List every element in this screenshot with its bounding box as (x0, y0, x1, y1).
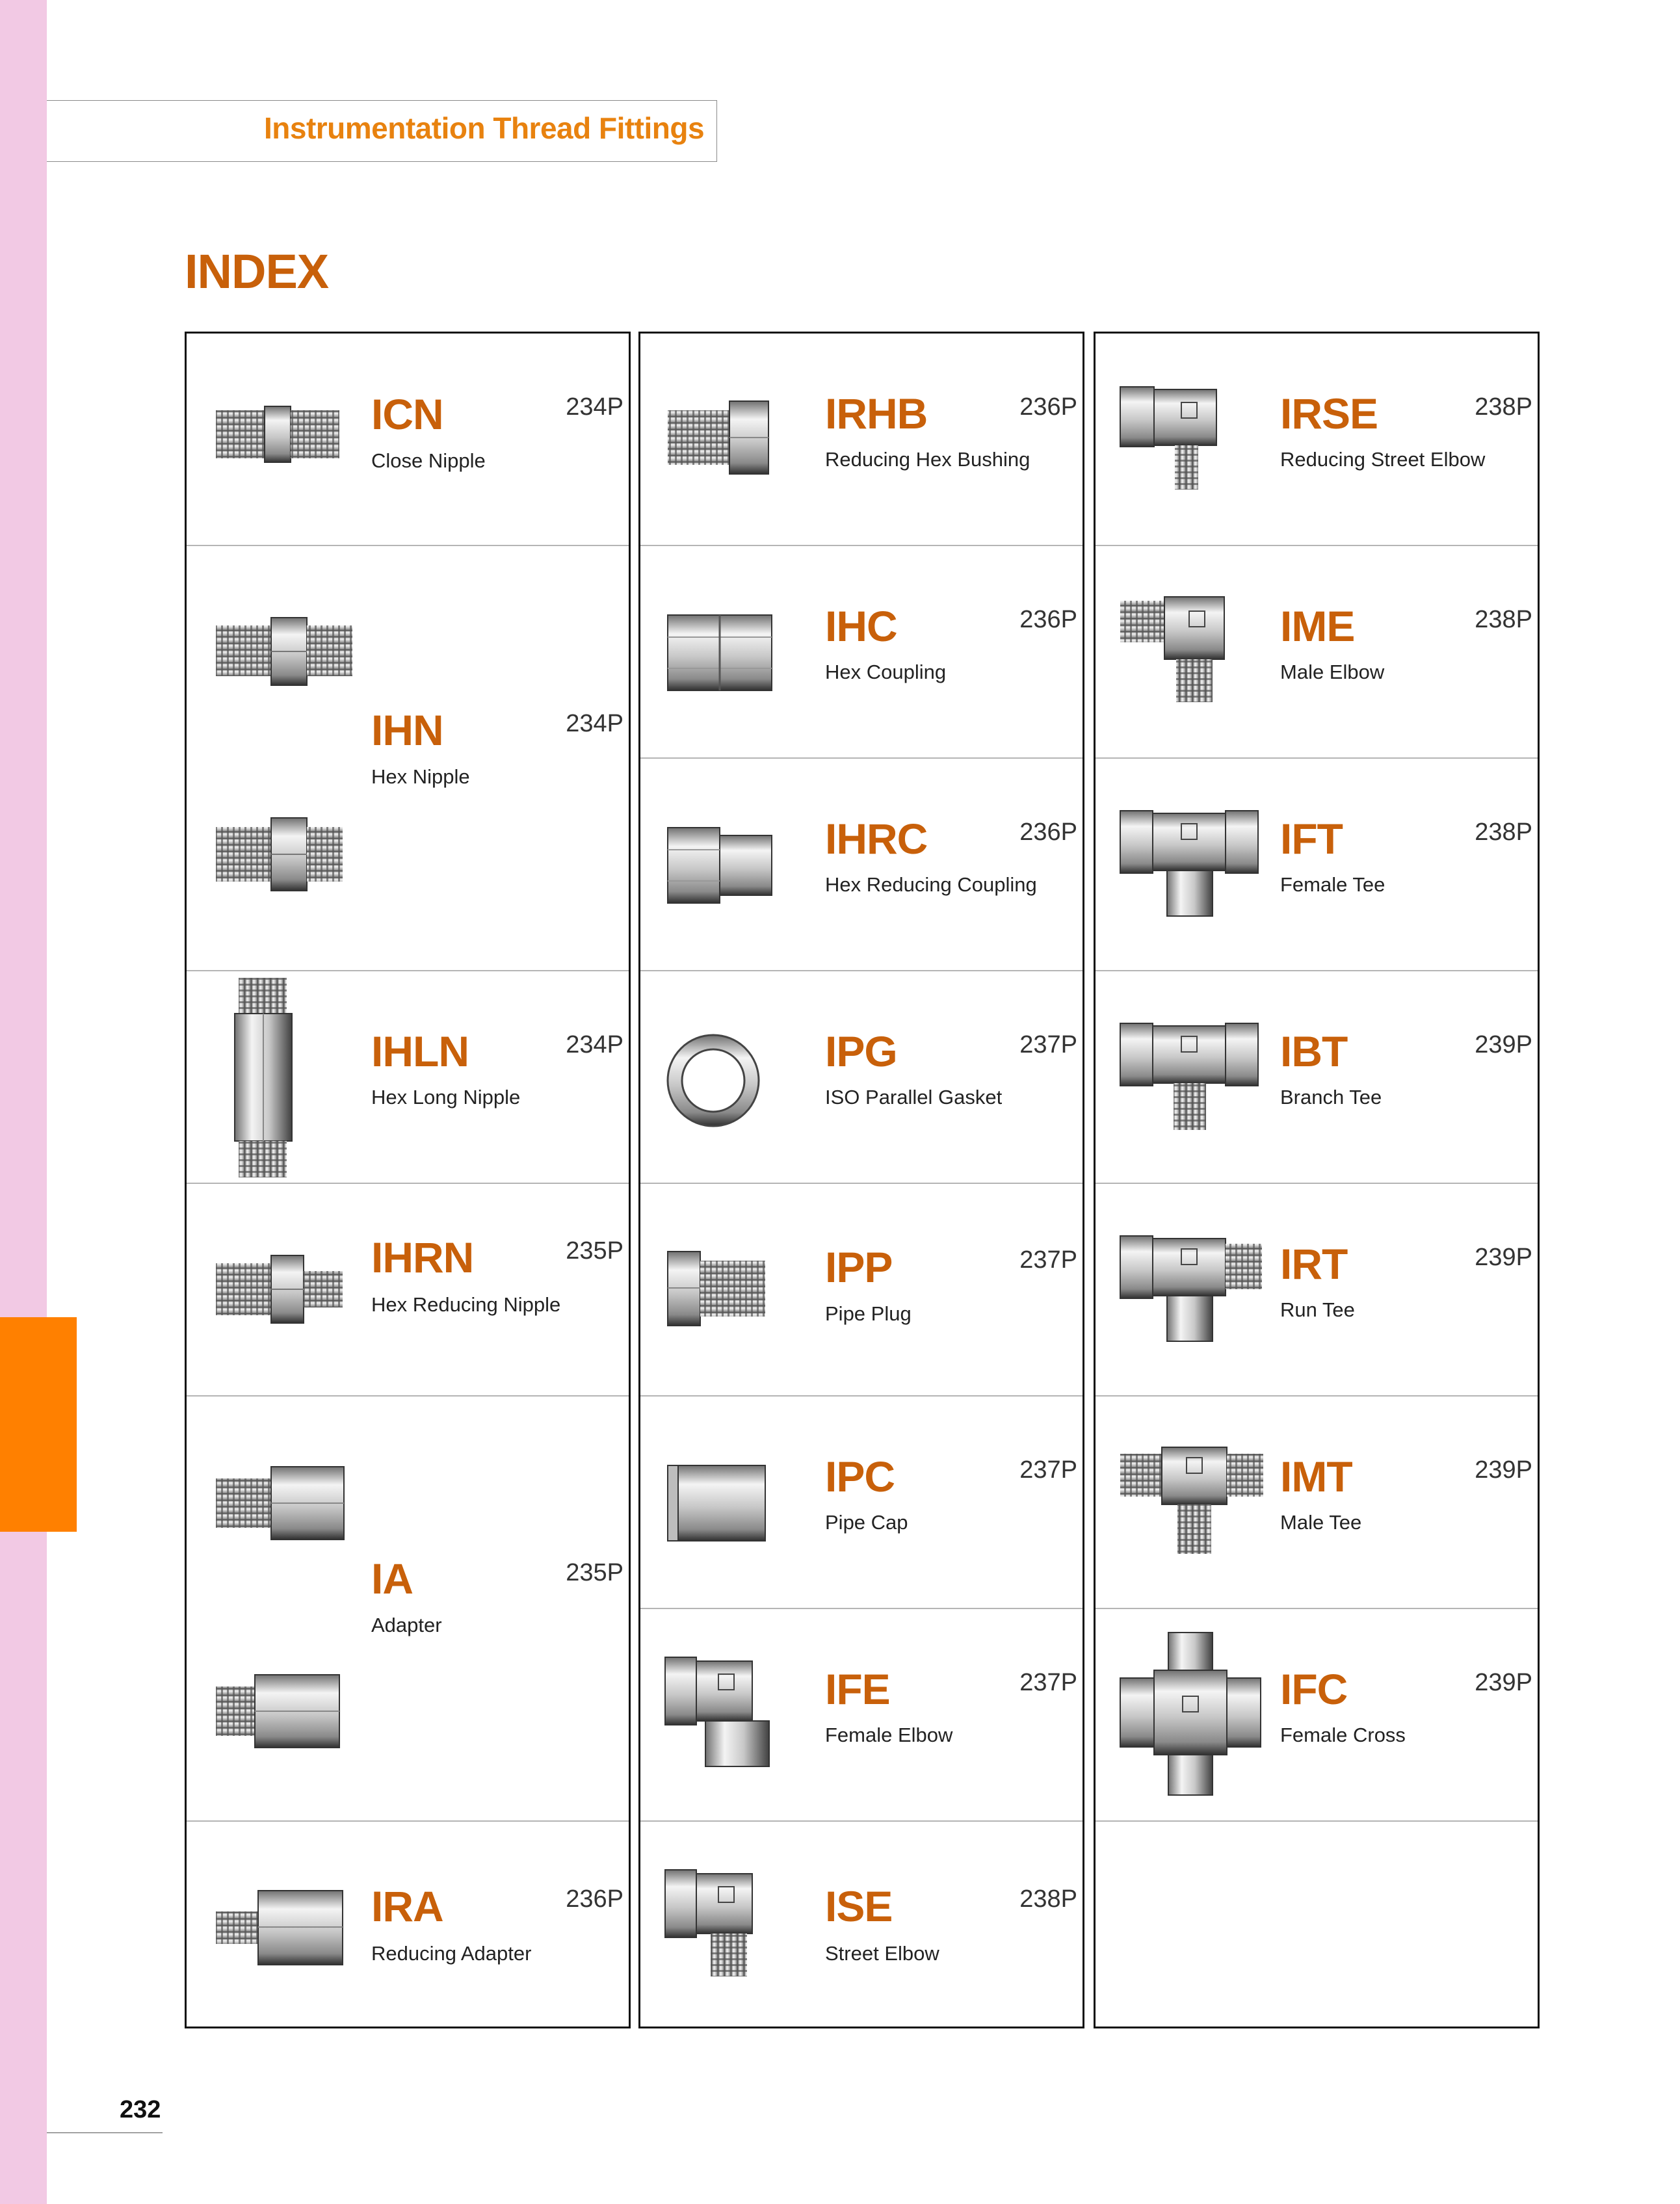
section-title: Instrumentation Thread Fittings (264, 111, 705, 145)
item-page: 239P (1475, 1456, 1532, 1484)
item-name: Branch Tee (1280, 1086, 1382, 1109)
item-page: 236P (1019, 393, 1077, 421)
item-name: Reducing Hex Bushing (825, 448, 1030, 471)
index-title: INDEX (185, 244, 329, 298)
item-page: 234P (566, 393, 623, 421)
item-code: IRSE (1280, 389, 1378, 438)
page-number-rule (47, 2132, 163, 2133)
index-column-1 (185, 332, 631, 2028)
item-page: 237P (1019, 1031, 1077, 1058)
item-page: 234P (566, 1031, 623, 1058)
item-page: 239P (1475, 1244, 1532, 1271)
index-item-ipg[interactable] (640, 971, 1083, 1184)
index-item-ihrn[interactable] (187, 1184, 629, 1397)
item-code: IFE (825, 1665, 890, 1713)
index-item-ifc[interactable] (1096, 1609, 1538, 1822)
item-name: Female Elbow (825, 1724, 953, 1746)
item-page: 237P (1019, 1246, 1077, 1274)
item-page: 238P (1019, 1885, 1077, 1913)
item-code: IHN (371, 706, 443, 754)
item-page: 235P (566, 1237, 623, 1265)
index-item-ibt[interactable] (1096, 971, 1538, 1184)
item-code: IFT (1280, 815, 1343, 863)
close-nipple-icon (200, 392, 349, 477)
item-page: 237P (1019, 1456, 1077, 1484)
item-code: IHRN (371, 1233, 474, 1281)
item-name: Run Tee (1280, 1298, 1355, 1321)
index-item-ihln[interactable] (187, 971, 629, 1184)
item-name: Female Cross (1280, 1724, 1406, 1746)
empty-cell (1096, 1822, 1538, 2027)
item-name: Hex Nipple (371, 765, 470, 788)
run-tee-icon (1109, 1223, 1278, 1353)
item-code: ICN (371, 390, 443, 438)
street-elbow-icon (653, 1861, 796, 1991)
item-page: 238P (1475, 606, 1532, 633)
item-page: 239P (1475, 1031, 1532, 1058)
hex-nipple-icon-alt (200, 806, 356, 904)
item-code: IBT (1280, 1027, 1348, 1075)
item-name: Hex Reducing Nipple (371, 1293, 561, 1316)
item-name: ISO Parallel Gasket (825, 1086, 1003, 1109)
index-item-ipc[interactable] (640, 1397, 1083, 1609)
hex-nipple-icon (200, 605, 356, 702)
item-name: Male Tee (1280, 1511, 1362, 1534)
index-item-ise[interactable] (640, 1822, 1083, 2027)
female-tee-icon (1109, 798, 1278, 928)
item-page: 236P (1019, 606, 1077, 633)
pipe-plug-icon (653, 1241, 796, 1332)
item-name: Hex Reducing Coupling (825, 873, 1037, 896)
index-item-icn[interactable] (187, 334, 629, 546)
item-page: 237P (1019, 1669, 1077, 1696)
header-rule-top (47, 100, 716, 101)
item-code: IMT (1280, 1452, 1352, 1501)
item-name: Reducing Adapter (371, 1942, 532, 1965)
item-code: IRHB (825, 389, 928, 438)
index-item-ipp[interactable] (640, 1184, 1083, 1397)
index-item-ife[interactable] (640, 1609, 1083, 1822)
item-page: 234P (566, 710, 623, 737)
index-item-ihrc[interactable] (640, 759, 1083, 971)
reducing-adapter-icon (200, 1880, 356, 1971)
branch-tee-icon (1109, 1010, 1278, 1140)
item-code: IHRC (825, 815, 928, 863)
item-code: IA (371, 1555, 413, 1603)
item-code: IHLN (371, 1027, 469, 1075)
index-item-ihc[interactable] (640, 546, 1083, 759)
item-page: 235P (566, 1559, 623, 1586)
index-item-ihn[interactable] (187, 546, 629, 971)
item-code: ISE (825, 1882, 893, 1930)
hex-coupling-icon (653, 605, 796, 696)
item-name: Hex Long Nipple (371, 1086, 521, 1109)
adapter-icon-alt (200, 1663, 356, 1761)
index-item-imt[interactable] (1096, 1397, 1538, 1609)
index-item-irhb[interactable] (640, 334, 1083, 546)
page-number: 232 (120, 2096, 161, 2123)
male-tee-icon (1109, 1436, 1278, 1566)
item-code: IPG (825, 1027, 897, 1075)
item-page: 238P (1475, 819, 1532, 846)
item-code: IPP (825, 1243, 893, 1291)
iso-parallel-gasket-icon (653, 1029, 796, 1133)
pipe-cap-icon (653, 1455, 796, 1546)
adapter-icon (200, 1455, 356, 1553)
item-name: Reducing Street Elbow (1280, 448, 1486, 471)
index-column-3 (1094, 332, 1540, 2028)
index-item-ira[interactable] (187, 1822, 629, 2027)
item-page: 236P (1019, 819, 1077, 846)
item-code: IPC (825, 1452, 895, 1501)
item-code: IRA (371, 1882, 443, 1930)
item-page: 238P (1475, 393, 1532, 421)
index-column-2 (638, 332, 1084, 2028)
index-item-ift[interactable] (1096, 759, 1538, 971)
reducing-street-elbow-icon (1109, 374, 1258, 504)
male-elbow-icon (1109, 586, 1258, 716)
index-item-irse[interactable] (1096, 334, 1538, 546)
female-elbow-icon (653, 1648, 796, 1778)
header-box-edge (716, 100, 717, 162)
item-name: Adapter (371, 1614, 442, 1636)
item-page: 239P (1475, 1669, 1532, 1696)
index-item-ime[interactable] (1096, 546, 1538, 759)
item-name: Street Elbow (825, 1942, 939, 1965)
hex-reducing-coupling-icon (653, 817, 796, 908)
item-name: Female Tee (1280, 873, 1385, 896)
item-code: IHC (825, 602, 897, 650)
index-item-irt[interactable] (1096, 1184, 1538, 1397)
item-name: Hex Coupling (825, 661, 947, 683)
reducing-hex-bushing-icon (653, 391, 796, 482)
hex-long-nipple-icon (200, 974, 330, 1181)
item-code: IME (1280, 602, 1355, 650)
item-name: Close Nipple (371, 449, 486, 472)
female-cross-icon (1109, 1629, 1278, 1804)
chapter-tab (0, 1317, 77, 1532)
item-page: 236P (566, 1885, 623, 1913)
pink-margin-strip (0, 0, 47, 2204)
item-name: Pipe Plug (825, 1302, 912, 1325)
hex-reducing-nipple-icon (200, 1242, 349, 1333)
item-code: IRT (1280, 1240, 1348, 1288)
item-name: Male Elbow (1280, 661, 1385, 683)
item-code: IFC (1280, 1665, 1348, 1713)
index-item-ia[interactable] (187, 1397, 629, 1822)
header-rule-bottom (47, 161, 716, 162)
item-name: Pipe Cap (825, 1511, 908, 1534)
